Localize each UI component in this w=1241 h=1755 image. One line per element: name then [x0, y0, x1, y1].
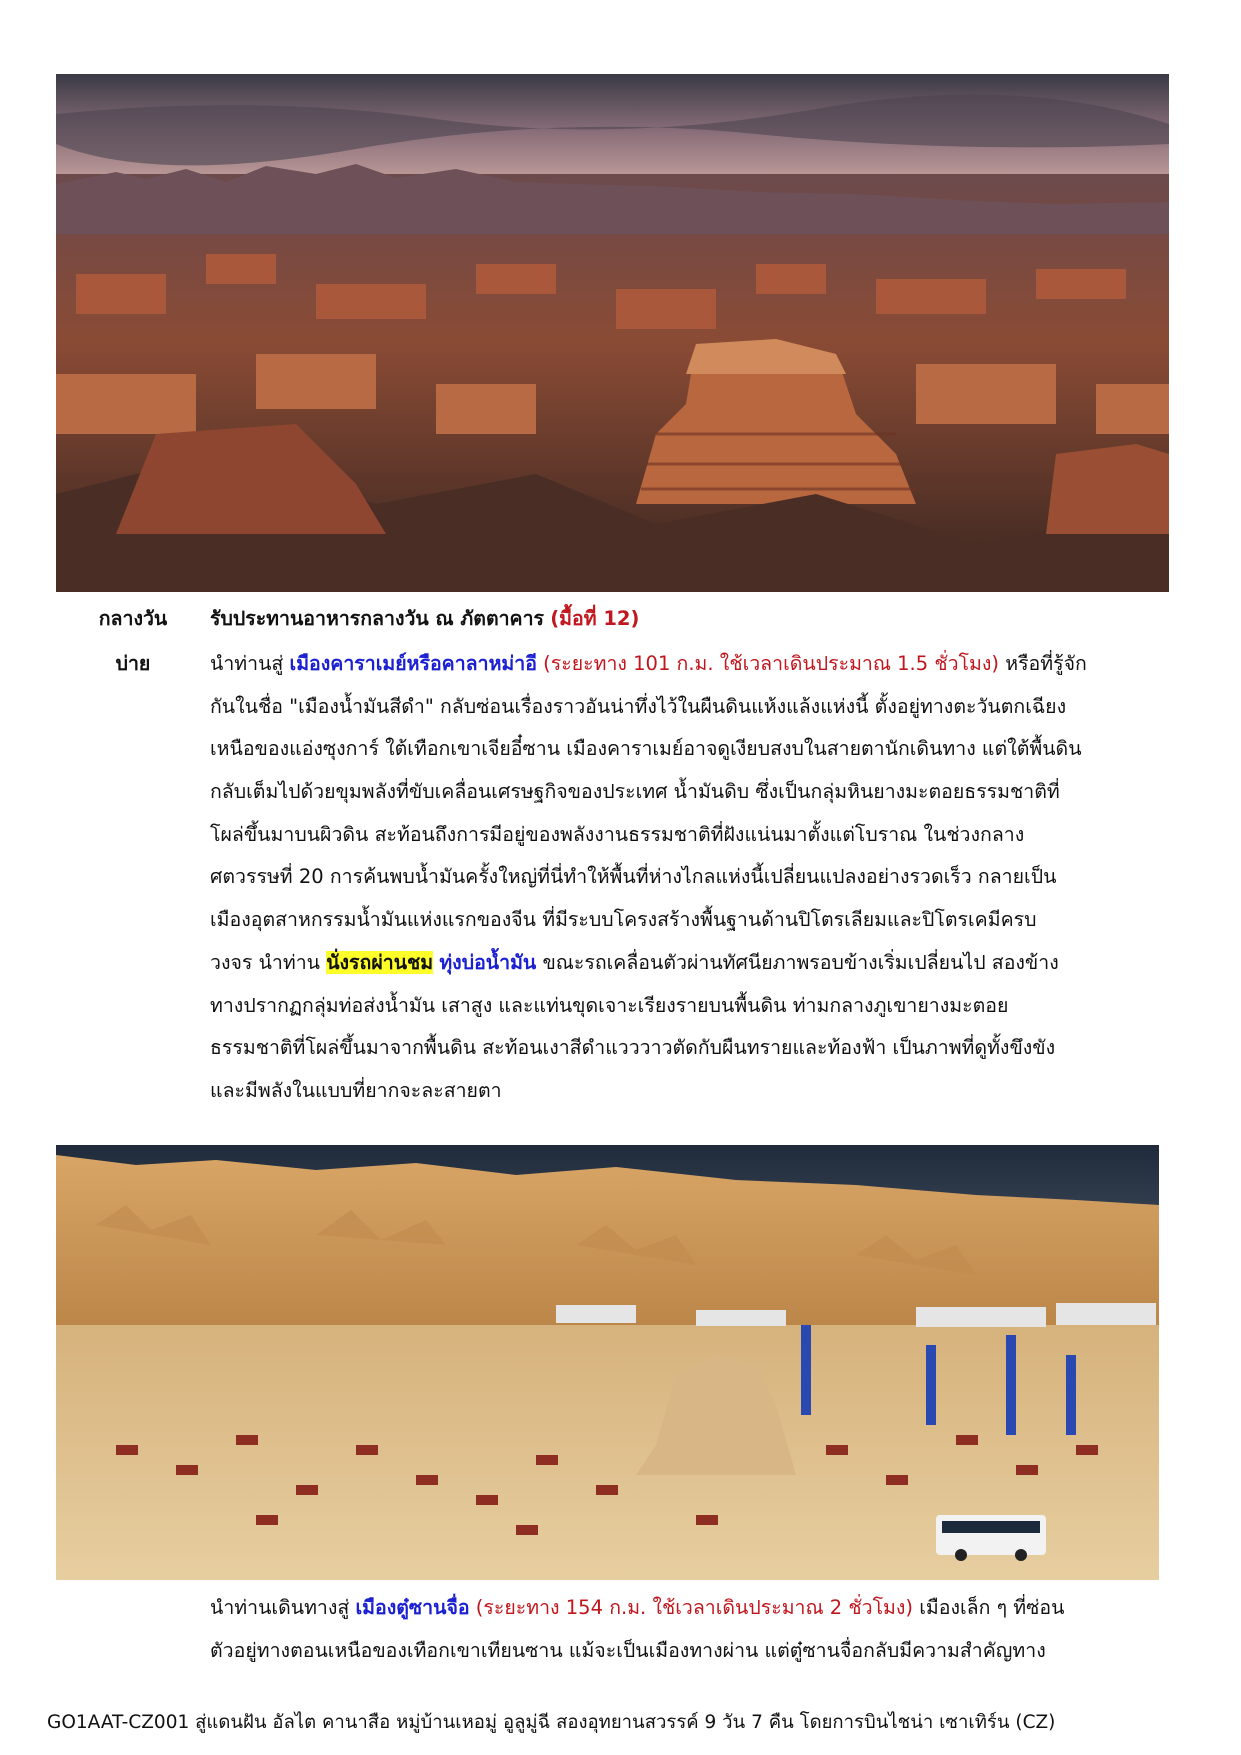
highlighted-activity: นั่งรถผ่านชม	[326, 950, 434, 974]
distance-note: (ระยะทาง 154 ก.ม. ใช้เวลาเดินประมาณ 2 ชั่วโมง)	[475, 1596, 914, 1619]
distance-note: (ระยะทาง 101 ก.ม. ใช้เวลาเดินประมาณ 1.5 ชั่วโมง)	[543, 652, 1000, 675]
paragraph-line	[210, 1587, 1170, 1630]
destination-name: เมืองตู๋ซานจื่อ	[355, 1596, 470, 1619]
text-segment: วงจร นำท่าน	[210, 950, 320, 974]
paragraph-line: โผล่ขึ้นมาบนผิวดิน สะท้อนถึงการมีอยู่ของพลังงานธรรมชาติที่ฝังแน่นมาตั้งแต่โบราณ ในช่วงกลาง	[210, 822, 1025, 846]
oilfield-photo	[56, 1145, 1159, 1580]
oilfield-name: ทุ่งบ่อน้ำมัน	[439, 950, 537, 974]
afternoon-paragraph	[210, 643, 1170, 1113]
paragraph-line: เหนือของแอ่งซุงการ์ ใต้เทือกเขาเจียอี๋ซาน เมืองคาราเมย์อาจดูเงียบสงบในสายตานักเดินทาง แต่ใต้พื้นดิน	[210, 737, 1082, 761]
text-segment: ขณะรถเคลื่อนตัวผ่านทัศนียภาพรอบข้างเริ่มเปลี่ยนไป สองข้าง	[542, 950, 1059, 974]
text-segment: เมืองเล็ก ๆ ที่ซ่อน	[919, 1596, 1065, 1619]
text-segment: หรือที่รู้จัก	[1005, 652, 1087, 675]
lunch-time-label: กลางวัน	[98, 607, 168, 630]
paragraph-line: กันในชื่อ "เมืองน้ำมันสีดำ" กลับซ่อนเรื่องราวอันน่าทึ่งไว้ในผืนดินแห้งแล้งแห่งนี้ ตั้งอยู่ทางตะวันตกเฉียง	[210, 694, 1067, 718]
intro-text: นำท่านเดินทางสู่	[210, 1596, 350, 1619]
paragraph-line: และมีพลังในแบบที่ยากจะละสายตา	[210, 1078, 502, 1102]
lunch-description	[210, 600, 1158, 638]
paragraph-line: เมืองอุตสาหกรรมน้ำมันแห่งแรกของจีน ที่มีระบบโครงสร้างพื้นฐานด้านปิโตรเลียมและปิโตรเคมีครบ	[210, 908, 1037, 932]
intro-text: นำท่านสู่	[210, 652, 284, 675]
afternoon-time-label: บ่าย	[115, 652, 151, 675]
badlands-photo	[56, 74, 1169, 592]
paragraph-line: ธรรมชาติที่โผล่ขึ้นมาจากพื้นดิน สะท้อนเงาสีดำแวววาวตัดกับผืนทรายและท้องฟ้า เป็นภาพที่ดูทั้งขึงขัง	[210, 1036, 1056, 1060]
travel-paragraph	[210, 1587, 1170, 1672]
paragraph-line: ทางปรากฏกลุ่มท่อส่งน้ำมัน เสาสูง และแท่นขุดเจาะเรียงรายบนพื้นดิน ท่ามกลางภูเขายางมะตอย	[210, 993, 1009, 1017]
paragraph-line: ตัวอยู่ทางตอนเหนือของเทือกเขาเทียนซาน แม้จะเป็นเมืองทางผ่าน แต่ตู๋ซานจื่อกลับมีความสำคัญทาง	[210, 1638, 1046, 1662]
destination-name: เมืองคาราเมย์หรือคาลาหม่าอี	[289, 652, 537, 675]
paragraph-line: ศตวรรษที่ 20 การค้นพบน้ำมันครั้งใหญ่ที่นี่ทำให้พื้นที่ห่างไกลแห่งนี้เปลี่ยนแปลงอย่างรวดเร็ว กลายเป็น	[210, 865, 1057, 889]
meal-number: (มื้อที่ 12)	[550, 607, 640, 630]
paragraph-line: กลับเต็มไปด้วยขุมพลังที่ขับเคลื่อนเศรษฐกิจของประเทศ น้ำมันดิบ ซึ่งเป็นกลุ่มหินยางมะตอยธรรมชาติที่	[210, 780, 1060, 804]
paragraph-line	[210, 643, 1170, 686]
lunch-text: รับประทานอาหารกลางวัน ณ ภัตตาคาร	[210, 607, 545, 630]
page-footer: GO1AAT-CZ001 สู่แดนฝัน อัลไต คานาสือ หมู่บ้านเหอมู่ อูลูมู่ฉี สองอุทยานสวรรค์ 9 วัน 7 คืน โดยการบินไชน่า เซาเทิร์น (CZ)	[47, 1712, 1056, 1733]
paragraph-line	[210, 942, 1170, 985]
